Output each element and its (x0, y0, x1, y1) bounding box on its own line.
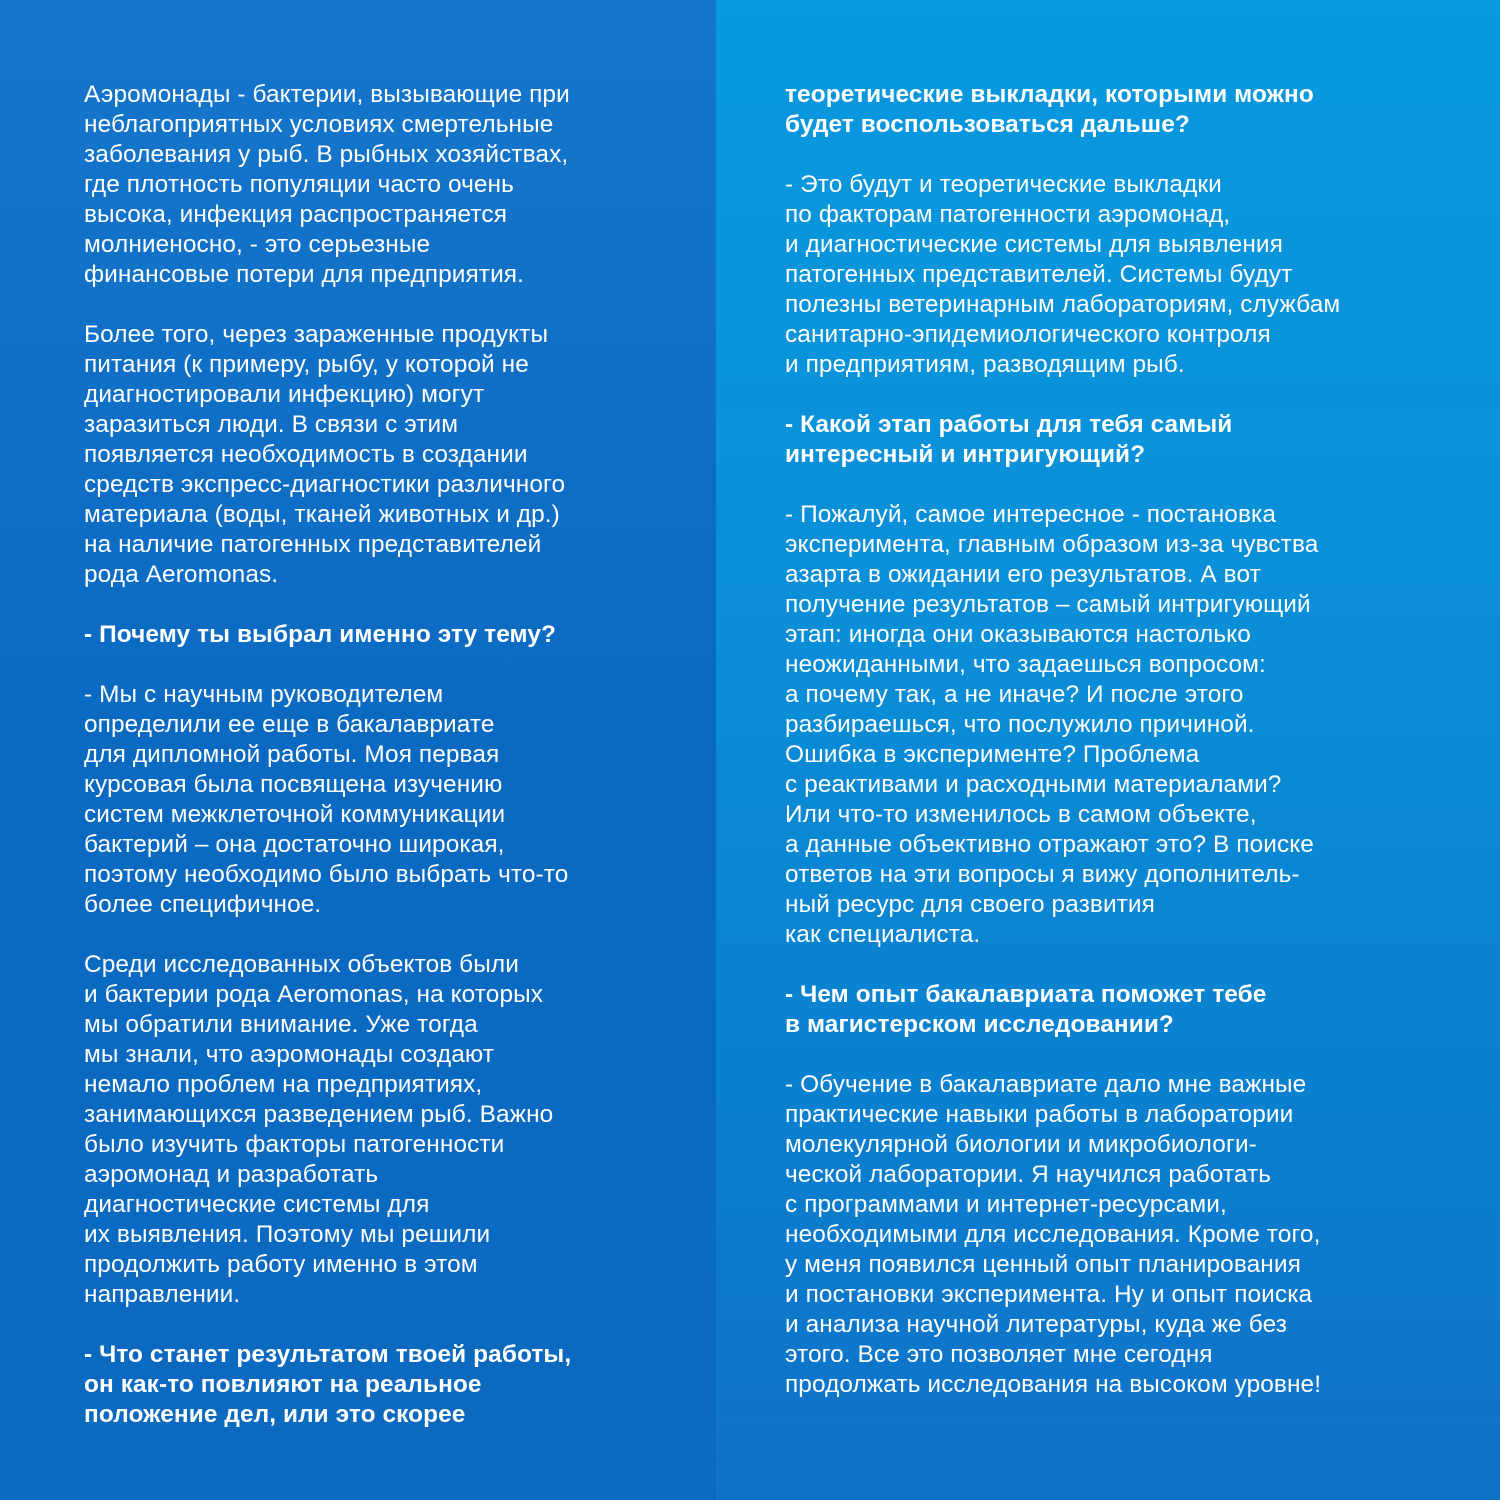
paragraph-line: появляется необходимость в создании (84, 441, 528, 468)
paragraph-line: и диагностические системы для выявления (785, 231, 1283, 258)
paragraph-line: занимающихся разведением рыб. Важно (84, 1101, 554, 1128)
question-line: в магистерском исследовании? (785, 1011, 1174, 1038)
question-line: положение дел, или это скорее (84, 1401, 466, 1428)
question-line: будет воспользоваться дальше? (785, 111, 1190, 138)
paragraph-line: молекулярной биологии и микробиологи- (785, 1131, 1257, 1158)
paragraph-line: продолжать исследования на высоком уровне! (785, 1371, 1322, 1398)
paragraph-line: Аэромонады - бактерии, вызывающие при (84, 81, 570, 108)
answer-paragraph (785, 500, 1435, 950)
paragraph-line: курсовая была посвящена изучению (84, 771, 503, 798)
paragraph-line: эксперимента, главным образом из-за чувства (785, 531, 1319, 558)
paragraph-line: Более того, через зараженные продукты (84, 321, 549, 348)
paragraph-line: как специалиста. (785, 921, 981, 948)
paragraph-line: Ошибка в эксперименте? Проблема (785, 741, 1200, 768)
paragraph-line: определили ее еще в бакалавриате (84, 711, 495, 738)
paragraph-line: необходимыми для исследования. Кроме того, (785, 1221, 1321, 1248)
paragraph-line: направлении. (84, 1281, 241, 1308)
answer-paragraph (84, 680, 684, 920)
question-line: - Что станет результатом твоей работы, (84, 1341, 572, 1368)
right-text-column (785, 80, 1435, 1430)
paragraph-line: ный ресурс для своего развития (785, 891, 1155, 918)
paragraph-line: более специфичное. (84, 891, 322, 918)
paragraph-line: мы знали, что аэромонады создают (84, 1041, 495, 1068)
paragraph-line: и предприятиям, разводящим рыб. (785, 351, 1185, 378)
question-line: - Какой этап работы для тебя самый (785, 411, 1233, 438)
interview-question (785, 980, 1435, 1040)
paragraph-line: - Пожалуй, самое интересное - постановка (785, 501, 1276, 528)
paragraph-line: диагностические системы для (84, 1191, 430, 1218)
answer-paragraph (785, 170, 1435, 380)
paragraph-line: и постановки эксперимента. Ну и опыт поиска (785, 1281, 1313, 1308)
paragraph-line: бактерий – она достаточно широкая, (84, 831, 505, 858)
paragraph-line: практические навыки работы в лаборатории (785, 1101, 1294, 1128)
left-text-column (84, 80, 684, 1460)
paragraph-line: санитарно-эпидемиологического контроля (785, 321, 1271, 348)
paragraph-line: с реактивами и расходными материалами? (785, 771, 1282, 798)
paragraph-line: диагностировали инфекцию) могут (84, 381, 485, 408)
paragraph-line: продолжить работу именно в этом (84, 1251, 478, 1278)
paragraph-line: систем межклеточной коммуникации (84, 801, 506, 828)
answer-paragraph (84, 80, 684, 290)
paragraph-line: поэтому необходимо было выбрать что-то (84, 861, 569, 888)
paragraph-line: высока, инфекция распространяется (84, 201, 508, 228)
paragraph-line: финансовые потери для предприятия. (84, 261, 524, 288)
paragraph-line: - Мы с научным руководителем (84, 681, 444, 708)
paragraph-line: и анализа научной литературы, куда же без (785, 1311, 1287, 1338)
paragraph-line: рода Aeromonas. (84, 561, 279, 588)
paragraph-line: неожиданными, что задаешься вопросом: (785, 651, 1266, 678)
question-line: интересный и интригующий? (785, 441, 1146, 468)
paragraph-line: а почему так, а не иначе? И после этого (785, 681, 1244, 708)
paragraph-line: этого. Все это позволяет мне сегодня (785, 1341, 1213, 1368)
question-line: - Почему ты выбрал именно эту тему? (84, 621, 557, 648)
question-line: он как-то повлияют на реальное (84, 1371, 482, 1398)
paragraph-line: было изучить факторы патогенности (84, 1131, 505, 1158)
paragraph-line: молниеносно, - это серьезные (84, 231, 431, 258)
paragraph-line: - Это будут и теоретические выкладки (785, 171, 1222, 198)
interview-question (785, 80, 1435, 140)
paragraph-line: заболевания у рыб. В рыбных хозяйствах, (84, 141, 569, 168)
paragraph-line: у меня появился ценный опыт планирования (785, 1251, 1301, 1278)
interview-question (785, 410, 1435, 470)
paragraph-line: материала (воды, тканей животных и др.) (84, 501, 560, 528)
paragraph-line: Или что-то изменилось в самом объекте, (785, 801, 1257, 828)
question-line: теоретические выкладки, которыми можно (785, 81, 1314, 108)
answer-paragraph (785, 1070, 1435, 1400)
question-line: - Чем опыт бакалавриата поможет тебе (785, 981, 1267, 1008)
paragraph-line: где плотность популяции часто очень (84, 171, 514, 198)
interview-question (84, 1340, 684, 1430)
paragraph-line: мы обратили внимание. Уже тогда (84, 1011, 478, 1038)
interview-question (84, 620, 684, 650)
paragraph-line: их выявления. Поэтому мы решили (84, 1221, 491, 1248)
paragraph-line: неблагоприятных условиях смертельные (84, 111, 554, 138)
paragraph-line: с программами и интернет-ресурсами, (785, 1191, 1227, 1218)
paragraph-line: средств экспресс-диагностики различного (84, 471, 566, 498)
paragraph-line: полезны ветеринарным лабораториям, службам (785, 291, 1341, 318)
paragraph-line: патогенных представителей. Системы будут (785, 261, 1293, 288)
paragraph-line: а данные объективно отражают это? В поиске (785, 831, 1314, 858)
paragraph-line: получение результатов – самый интригующий (785, 591, 1311, 618)
paragraph-line: и бактерии рода Aeromonas, на которых (84, 981, 544, 1008)
paragraph-line: - Обучение в бакалавриате дало мне важные (785, 1071, 1307, 1098)
paragraph-line: для дипломной работы. Моя первая (84, 741, 500, 768)
paragraph-line: Среди исследованных объектов были (84, 951, 519, 978)
paragraph-line: по факторам патогенности аэромонад, (785, 201, 1231, 228)
answer-paragraph (84, 320, 684, 590)
paragraph-line: питания (к примеру, рыбу, у которой не (84, 351, 529, 378)
paragraph-line: азарта в ожидании его результатов. А вот (785, 561, 1261, 588)
answer-paragraph (84, 950, 684, 1310)
paragraph-line: этап: иногда они оказываются настолько (785, 621, 1251, 648)
paragraph-line: аэромонад и разработать (84, 1161, 379, 1188)
paragraph-line: на наличие патогенных представителей (84, 531, 542, 558)
paragraph-line: немало проблем на предприятиях, (84, 1071, 483, 1098)
paragraph-line: ответов на эти вопросы я вижу дополнитель- (785, 861, 1300, 888)
paragraph-line: ческой лаборатории. Я научился работать (785, 1161, 1272, 1188)
paragraph-line: заразиться люди. В связи с этим (84, 411, 459, 438)
paragraph-line: разбираешься, что послужило причиной. (785, 711, 1255, 738)
